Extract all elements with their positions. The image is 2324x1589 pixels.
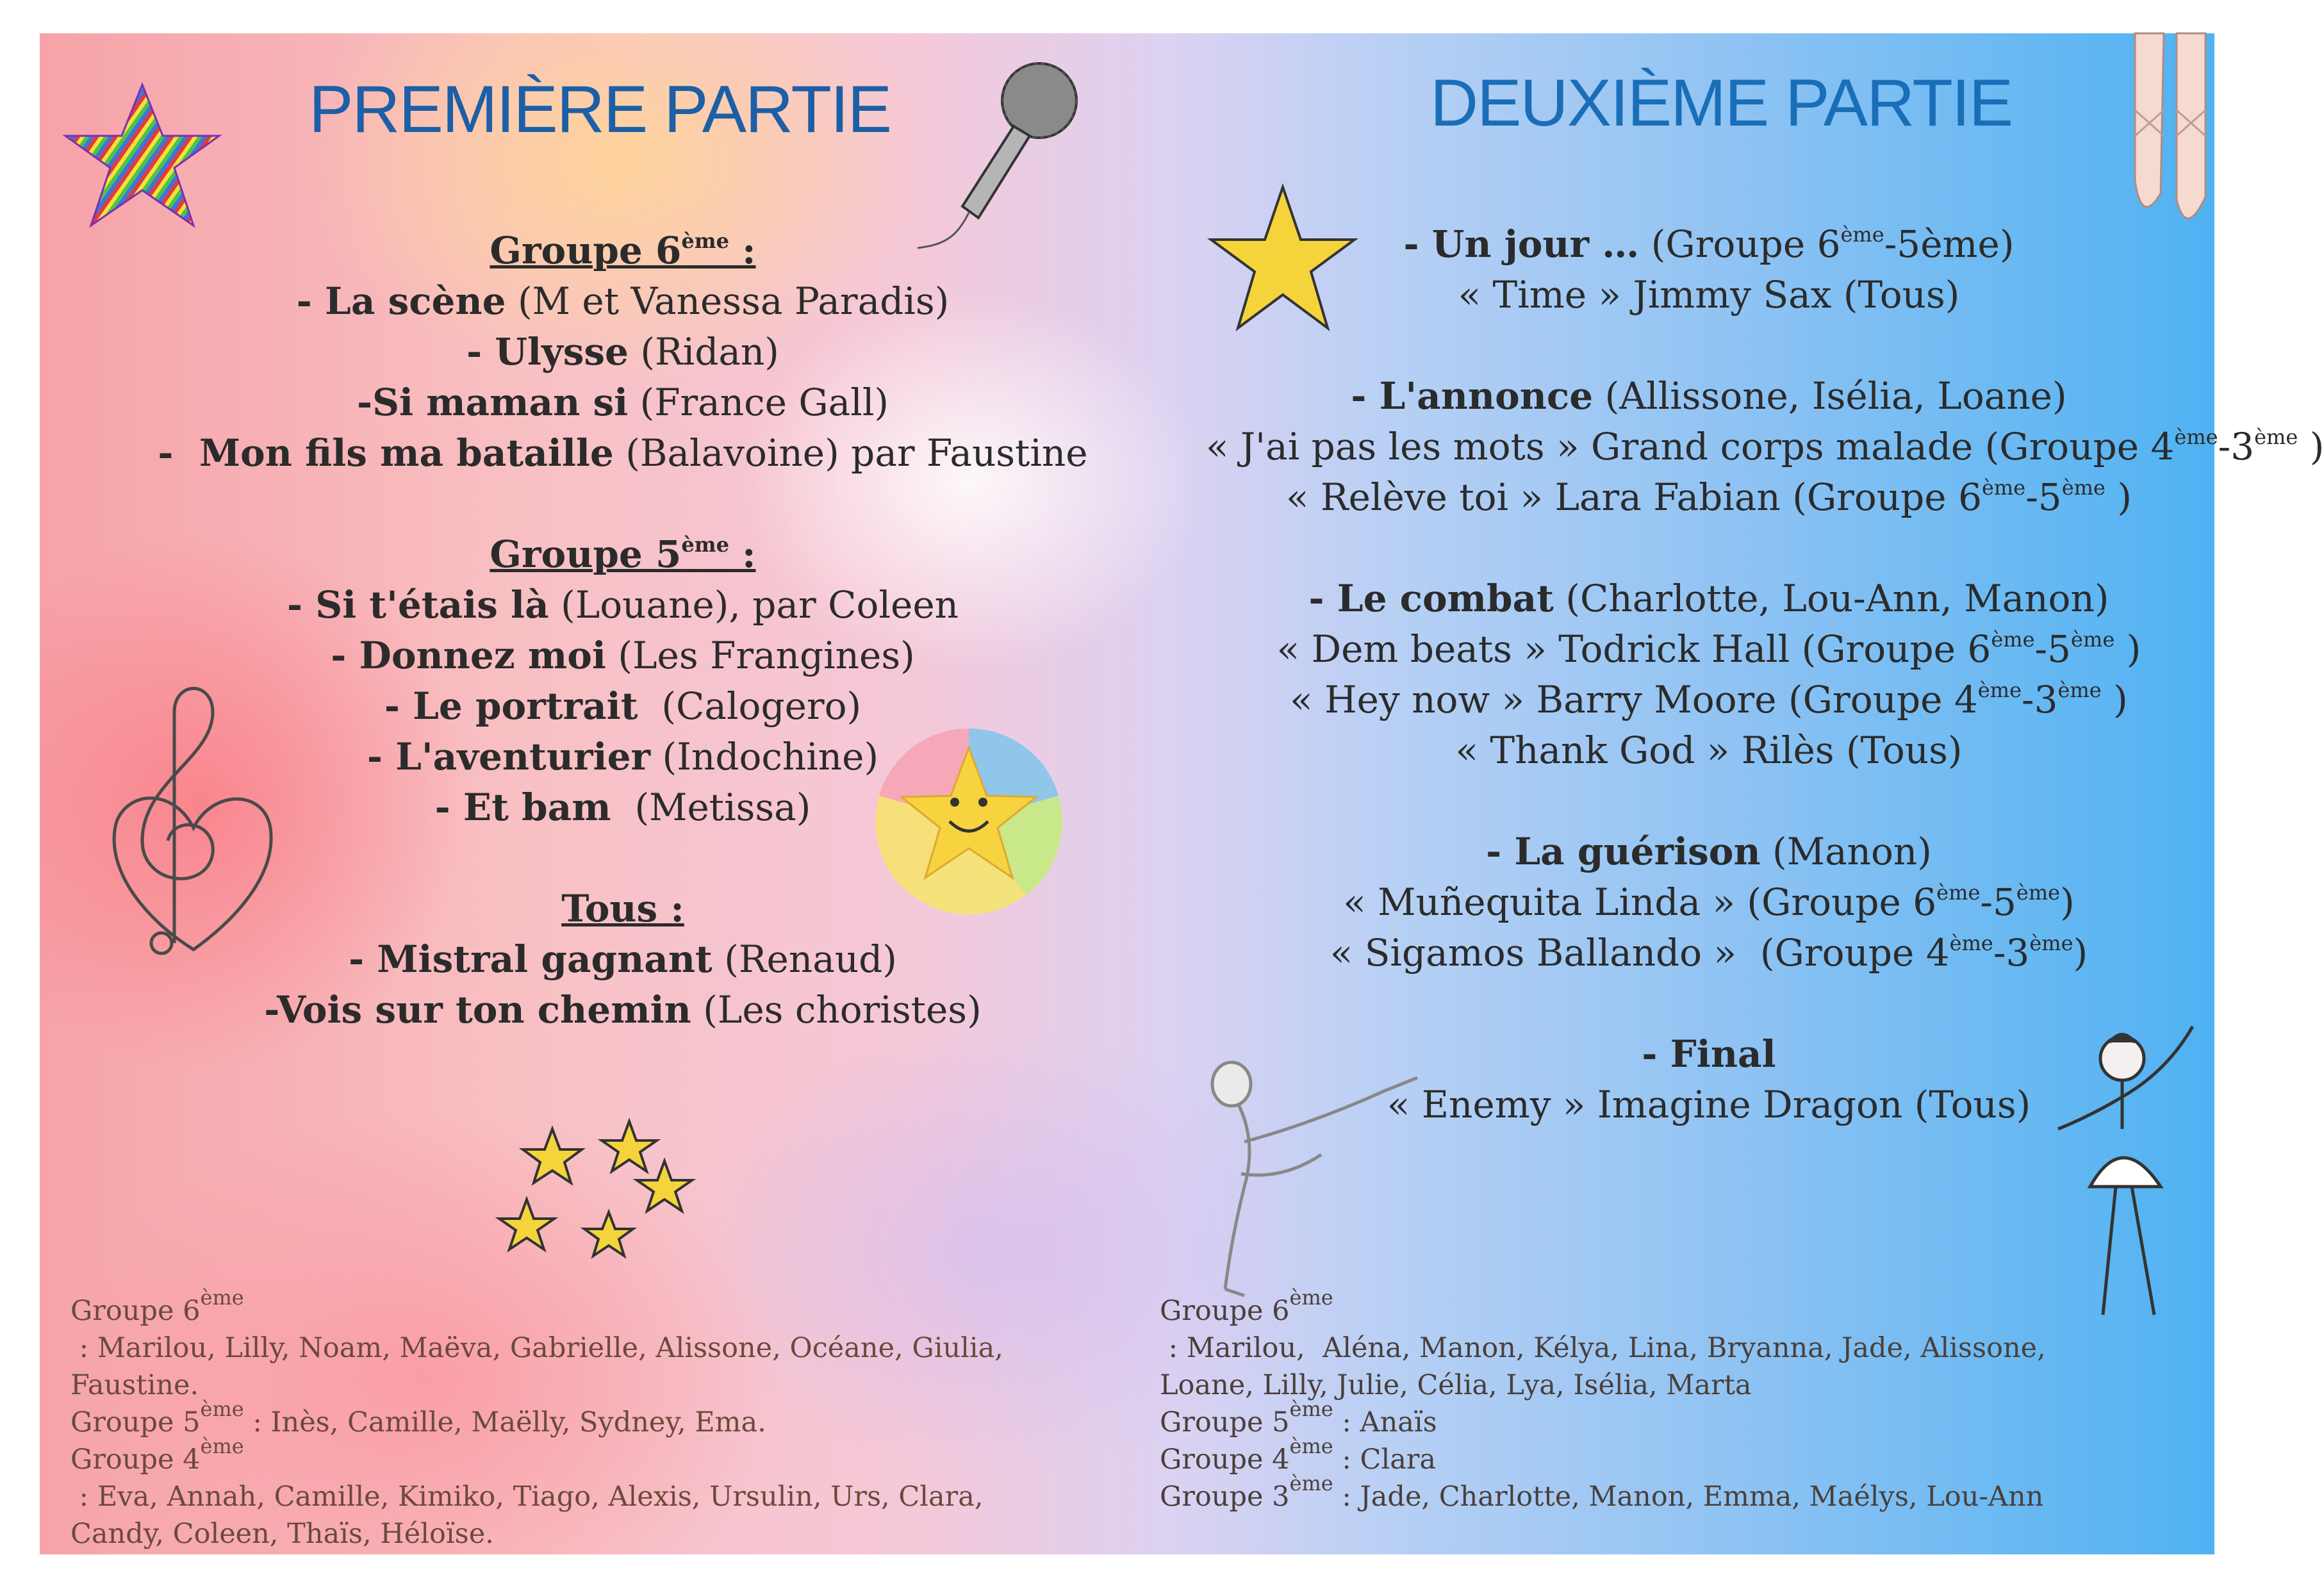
song-title: Si maman si bbox=[372, 381, 629, 424]
song-prefix: - bbox=[158, 431, 199, 475]
song-title: Le portrait bbox=[413, 684, 638, 728]
roster-names: Candy, Coleen, Thaïs, Héloïse. bbox=[70, 1518, 494, 1550]
song-line bbox=[1206, 725, 2212, 776]
song-line bbox=[91, 377, 1155, 428]
section-title-label: Groupe 5 bbox=[490, 532, 682, 576]
line-mid: -3 bbox=[1993, 931, 2030, 975]
scene-prefix: - bbox=[1642, 1032, 1670, 1076]
roster-sup: ème bbox=[1289, 1397, 1333, 1421]
scene-heading bbox=[1206, 827, 2212, 877]
song-title: Donnez moi bbox=[359, 634, 606, 677]
section-title-suffix: : bbox=[729, 229, 756, 272]
line-sup: ème bbox=[2057, 678, 2102, 702]
song-artist: (Ridan) bbox=[628, 330, 779, 374]
line-text: « Thank God » Rilès (Tous) bbox=[1455, 729, 1963, 772]
rainbow-star-icon bbox=[46, 72, 232, 245]
song-artist: (Louane), par Coleen bbox=[548, 583, 959, 627]
yellow-star-icon bbox=[1206, 181, 1360, 347]
line-sup: ème bbox=[1991, 627, 2035, 652]
scene-title: L'annonce bbox=[1379, 374, 1594, 418]
line-text: « Muñequita Linda » (Groupe 6 bbox=[1343, 880, 1937, 924]
song-title: Ulysse bbox=[495, 330, 629, 374]
line-text: (Manon) bbox=[1760, 830, 1932, 873]
song-artist: (Renaud) bbox=[712, 937, 897, 981]
line-text: « Enemy » Imagine Dragon (Tous) bbox=[1387, 1083, 2031, 1126]
treble-clef-heart-icon bbox=[78, 674, 309, 969]
song-title: Si t'étais là bbox=[315, 583, 549, 627]
roster-line bbox=[1160, 1471, 2198, 1515]
section-title-text bbox=[490, 229, 755, 272]
song-title: Vois sur ton chemin bbox=[277, 988, 691, 1032]
ballerina-icon bbox=[2052, 1014, 2218, 1334]
song-artist: (France Gall) bbox=[628, 381, 889, 424]
song-prefix: - bbox=[286, 583, 316, 627]
line-mid: -5 bbox=[2034, 627, 2072, 671]
stars-cluster-icon bbox=[501, 1116, 732, 1283]
song-line bbox=[91, 985, 1155, 1035]
program-section bbox=[1206, 827, 2212, 978]
song-line bbox=[91, 327, 1155, 377]
song-line bbox=[1206, 624, 2212, 675]
line-text: « Relève toi » Lara Fabian (Groupe 6 bbox=[1286, 475, 1982, 519]
line-text: « Hey now » Barry Moore (Groupe 4 bbox=[1290, 678, 1978, 721]
scene-heading bbox=[1206, 371, 2212, 422]
first-part-title: PREMIÈRE PARTIE bbox=[309, 72, 891, 147]
line-sup: ème bbox=[2174, 425, 2218, 449]
line-text: (Charlotte, Lou-Ann, Manon) bbox=[1553, 577, 2109, 620]
song-title: Mon fils ma bataille bbox=[199, 431, 614, 475]
section-title-label: Groupe 6 bbox=[490, 229, 682, 272]
roster-names: : Marilou, Aléna, Manon, Kélya, Lina, Bryanna, Jade, Alissone, bbox=[1160, 1332, 2046, 1364]
roster-group: Groupe 3 bbox=[1160, 1481, 1290, 1513]
scene-title: Un jour … bbox=[1431, 222, 1640, 266]
microphone-icon bbox=[886, 53, 1091, 258]
section-title-sup: ème bbox=[681, 532, 729, 557]
roster-line bbox=[70, 1515, 1115, 1552]
second-part-column bbox=[1129, 33, 2324, 1554]
line-mid: -5 bbox=[2025, 475, 2062, 519]
song-artist: (Calogero) bbox=[638, 684, 862, 728]
line-text: « Sigamos Ballando » (Groupe 4 bbox=[1330, 931, 1950, 975]
skater-icon bbox=[1187, 1046, 1456, 1315]
song-title: La scène bbox=[325, 279, 506, 323]
line-mid: -5 bbox=[1980, 880, 2016, 924]
roster-group: Groupe 6 bbox=[70, 1295, 201, 1327]
scene-title: Le combat bbox=[1337, 577, 1554, 620]
line-text: « J'ai pas les mots » Grand corps malade (Groupe 4 bbox=[1206, 425, 2175, 468]
roster-names: : Inès, Camille, Maëlly, Sydney, Ema. bbox=[243, 1406, 766, 1438]
scene-prefix: - bbox=[1486, 830, 1515, 873]
line-end: ) bbox=[2105, 475, 2132, 519]
roster-names: Faustine. bbox=[70, 1369, 199, 1401]
song-prefix: - bbox=[466, 330, 495, 374]
line-sup: ème bbox=[2254, 425, 2298, 449]
second-part-title: DEUXIÈME PARTIE bbox=[1430, 66, 2013, 140]
line-sup: ème bbox=[1977, 678, 2022, 702]
song-line bbox=[91, 276, 1155, 327]
line-sup: ème bbox=[1936, 880, 1981, 905]
line-text: (Groupe 6 bbox=[1639, 222, 1841, 266]
scene-heading bbox=[1206, 573, 2212, 624]
section-title-suffix: : bbox=[729, 532, 756, 576]
roster-sup: ème bbox=[200, 1434, 244, 1458]
song-prefix: - bbox=[296, 279, 326, 323]
line-sup: ème bbox=[2061, 475, 2106, 500]
song-prefix: - bbox=[331, 634, 359, 677]
section-title-suffix: : bbox=[657, 887, 684, 930]
roster-sup: ème bbox=[200, 1397, 244, 1421]
song-prefix: - bbox=[434, 786, 463, 829]
line-mid: -3 bbox=[2218, 425, 2255, 468]
song-prefix: - bbox=[384, 684, 413, 728]
song-artist: (Metissa) bbox=[611, 786, 811, 829]
roster-sup: ème bbox=[1289, 1285, 1333, 1310]
pointe-shoes-icon bbox=[2116, 33, 2225, 238]
line-end: ) bbox=[2101, 678, 2128, 721]
line-sup: ème bbox=[2071, 627, 2115, 652]
line-text: (Allissone, Isélia, Loane) bbox=[1593, 374, 2067, 418]
roster-group: Groupe 5 bbox=[70, 1406, 201, 1438]
program-sheet bbox=[40, 33, 2324, 1554]
line-text: « Dem beats » Todrick Hall (Groupe 6 bbox=[1276, 627, 1991, 671]
program-section bbox=[91, 226, 1155, 479]
roster-sup: ème bbox=[200, 1285, 244, 1310]
song-title: Mistral gagnant bbox=[377, 937, 713, 981]
line-end: ) bbox=[2114, 627, 2141, 671]
line-end: ) bbox=[2073, 931, 2088, 975]
song-line bbox=[1206, 877, 2212, 928]
line-mid: -5ème) bbox=[1884, 222, 2015, 266]
scene-prefix: - bbox=[1403, 222, 1432, 266]
roster-group: Groupe 4 bbox=[1160, 1444, 1290, 1476]
song-artist: (Les choristes) bbox=[691, 988, 982, 1032]
song-artist: (Les Frangines) bbox=[606, 634, 915, 677]
section-title bbox=[91, 529, 1155, 580]
song-title: L'aventurier bbox=[395, 735, 651, 778]
scene-prefix: - bbox=[1308, 577, 1337, 620]
line-sup: ème bbox=[2029, 931, 2073, 955]
song-line bbox=[1206, 675, 2212, 725]
smiling-star-ball-icon bbox=[866, 719, 1071, 924]
line-mid: -3 bbox=[2022, 678, 2058, 721]
song-line bbox=[1206, 472, 2212, 523]
first-part-column bbox=[40, 33, 1129, 1554]
line-end: ) bbox=[2060, 880, 2075, 924]
roster-names: Loane, Lilly, Julie, Célia, Lya, Isélia, Marta bbox=[1160, 1369, 1752, 1401]
song-line bbox=[91, 580, 1155, 630]
song-line bbox=[1206, 928, 2212, 978]
section-title-label: Tous bbox=[561, 887, 658, 930]
roster-names: : Eva, Annah, Camille, Kimiko, Tiago, Alexis, Ursulin, Urs, Clara, bbox=[70, 1481, 984, 1513]
first-part-roster bbox=[70, 1285, 1115, 1552]
line-end: ) bbox=[2298, 425, 2324, 468]
song-prefix: - bbox=[357, 381, 373, 424]
line-sup: ème bbox=[1981, 475, 2026, 500]
song-title: Et bam bbox=[463, 786, 611, 829]
line-sup: ème bbox=[1840, 222, 1884, 247]
roster-line bbox=[70, 1285, 1115, 1367]
roster-sup: ème bbox=[1289, 1471, 1333, 1495]
roster-group: Groupe 5 bbox=[1160, 1406, 1290, 1438]
section-title-sup: ème bbox=[681, 229, 729, 253]
song-artist: (Indochine) bbox=[650, 735, 879, 778]
song-prefix: - bbox=[349, 937, 377, 981]
scene-title: Final bbox=[1670, 1032, 1776, 1076]
section-title-text bbox=[490, 532, 755, 576]
roster-group: Groupe 4 bbox=[70, 1444, 201, 1476]
roster-sup: ème bbox=[1289, 1434, 1333, 1458]
roster-names: : Jade, Charlotte, Manon, Emma, Maélys, Lou-Ann bbox=[1333, 1481, 2044, 1513]
scene-prefix: - bbox=[1351, 374, 1380, 418]
song-prefix: - bbox=[367, 735, 396, 778]
program-section bbox=[1206, 371, 2324, 523]
song-line bbox=[91, 428, 1155, 479]
roster-group: Groupe 6 bbox=[1160, 1295, 1290, 1327]
song-artist: (M et Vanessa Paradis) bbox=[506, 279, 950, 323]
roster-line bbox=[70, 1434, 1115, 1515]
roster-names: : Anaïs bbox=[1333, 1406, 1437, 1438]
song-line bbox=[1206, 422, 2324, 472]
song-artist: (Balavoine) par Faustine bbox=[613, 431, 1088, 475]
section-title-text bbox=[561, 887, 684, 930]
roster-names: : Clara bbox=[1333, 1444, 1437, 1476]
program-section bbox=[1206, 573, 2212, 776]
line-text: « Time » Jimmy Sax (Tous) bbox=[1458, 273, 1960, 317]
scene-title: La guérison bbox=[1514, 830, 1761, 873]
line-sup: ème bbox=[1949, 931, 1993, 955]
line-sup: ème bbox=[2016, 880, 2061, 905]
song-prefix: - bbox=[264, 988, 277, 1032]
second-part-roster bbox=[1160, 1285, 2198, 1515]
roster-names: : Marilou, Lilly, Noam, Maëva, Gabrielle, Alissone, Océane, Giulia, bbox=[70, 1332, 1003, 1364]
